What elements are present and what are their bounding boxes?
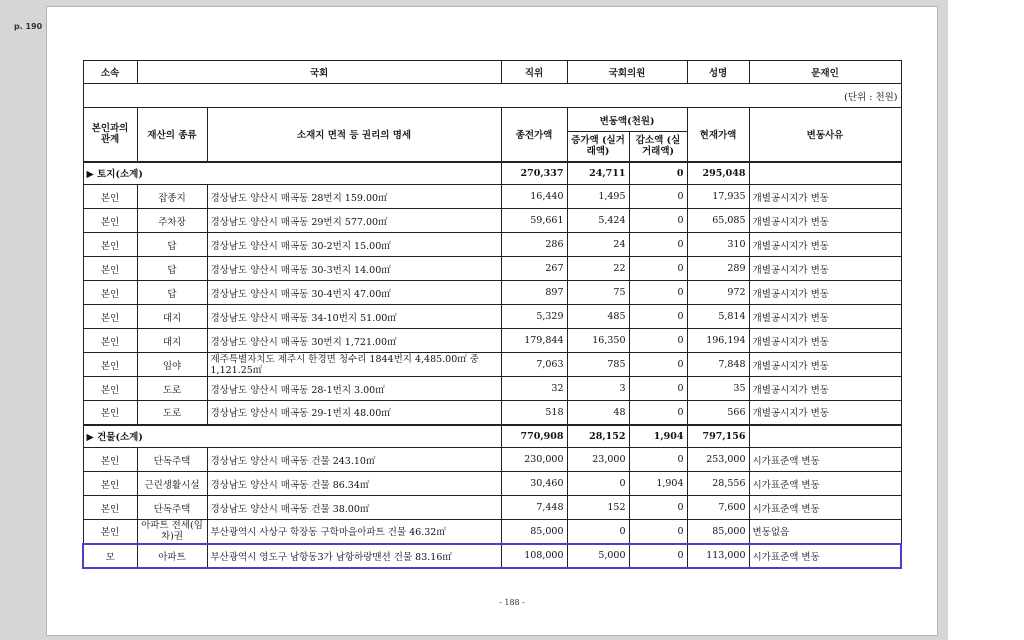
table-row — [83, 257, 901, 281]
table-row — [83, 496, 901, 520]
reason-cell: 개별공시지가 변동 — [749, 185, 901, 209]
increase-cell: 75 — [567, 281, 629, 305]
current-cell: 5,814 — [687, 305, 749, 329]
col-description: 소재지 면적 등 권리의 명세 — [207, 108, 501, 162]
current-cell: 972 — [687, 281, 749, 305]
description-cell: 경상남도 양산시 매곡동 30-3번지 14.00㎡ — [207, 257, 501, 281]
current-cell: 85,000 — [687, 520, 749, 544]
increase-cell: 3 — [567, 377, 629, 401]
decrease-cell: 0 — [629, 377, 687, 401]
subtotal-increase: 28,152 — [567, 425, 629, 448]
relation-cell: 본인 — [83, 305, 137, 329]
description-cell: 경상남도 양산시 매곡동 30-4번지 47.00㎡ — [207, 281, 501, 305]
previous-cell: 30,460 — [501, 472, 567, 496]
reason-cell: 변동없음 — [749, 520, 901, 544]
description-cell: 경상남도 양산시 매곡동 34-10번지 51.00㎡ — [207, 305, 501, 329]
previous-cell: 7,448 — [501, 496, 567, 520]
increase-cell: 152 — [567, 496, 629, 520]
header-row — [83, 61, 901, 84]
position-label: 직위 — [501, 61, 567, 84]
decrease-cell: 0 — [629, 233, 687, 257]
relation-cell: 본인 — [83, 281, 137, 305]
affiliation-label: 소속 — [83, 61, 137, 84]
type-cell: 대지 — [137, 329, 207, 353]
type-cell: 도로 — [137, 401, 207, 425]
previous-cell: 59,661 — [501, 209, 567, 233]
subtotal-decrease: 0 — [629, 162, 687, 185]
description-cell: 경상남도 양산시 매곡동 건물 38.00㎡ — [207, 496, 501, 520]
decrease-cell: 0 — [629, 305, 687, 329]
name-value: 문재인 — [749, 61, 901, 84]
type-cell: 도로 — [137, 377, 207, 401]
decrease-cell: 0 — [629, 281, 687, 305]
position-value: 국회의원 — [567, 61, 687, 84]
reason-cell: 시가표준액 변동 — [749, 448, 901, 472]
table-row — [83, 520, 901, 544]
decrease-cell: 0 — [629, 353, 687, 377]
reason-cell: 개별공시지가 변동 — [749, 233, 901, 257]
relation-cell: 본인 — [83, 377, 137, 401]
reason-cell: 개별공시지가 변동 — [749, 401, 901, 425]
relation-cell: 본인 — [83, 401, 137, 425]
previous-cell: 7,063 — [501, 353, 567, 377]
col-relation: 본인과의 관계 — [83, 108, 137, 162]
table-row — [83, 329, 901, 353]
table-row — [83, 305, 901, 329]
table-row — [83, 185, 901, 209]
decrease-cell: 0 — [629, 544, 687, 568]
current-cell: 7,848 — [687, 353, 749, 377]
reason-cell: 개별공시지가 변동 — [749, 257, 901, 281]
subtotal-current: 797,156 — [687, 425, 749, 448]
decrease-cell: 0 — [629, 329, 687, 353]
type-cell: 대지 — [137, 305, 207, 329]
description-cell: 부산광역시 영도구 남항동3가 남항하랑맨션 건물 83.16㎡ — [207, 544, 501, 568]
current-cell: 7,600 — [687, 496, 749, 520]
name-label: 성명 — [687, 61, 749, 84]
description-cell: 경상남도 양산시 매곡동 29번지 577.00㎡ — [207, 209, 501, 233]
subtotal-previous: 270,337 — [501, 162, 567, 185]
type-cell: 답 — [137, 257, 207, 281]
type-cell: 답 — [137, 233, 207, 257]
section-subtotal-row — [83, 162, 901, 185]
subtotal-increase: 24,711 — [567, 162, 629, 185]
reason-cell: 개별공시지가 변동 — [749, 353, 901, 377]
table-row — [83, 353, 901, 377]
description-cell: 경상남도 양산시 매곡동 30번지 1,721.00㎡ — [207, 329, 501, 353]
reason-cell: 개별공시지가 변동 — [749, 305, 901, 329]
current-cell: 35 — [687, 377, 749, 401]
description-cell: 제주특별자치도 제주시 한경면 청수리 1844번지 4,485.00㎡ 중 1,121.25㎡ — [207, 353, 501, 377]
increase-cell: 485 — [567, 305, 629, 329]
col-decrease: 감소액 (실거래액) — [629, 132, 687, 162]
reason-cell: 개별공시지가 변동 — [749, 209, 901, 233]
relation-cell: 본인 — [83, 520, 137, 544]
reason-cell: 시가표준액 변동 — [749, 472, 901, 496]
decrease-cell: 0 — [629, 209, 687, 233]
previous-cell: 179,844 — [501, 329, 567, 353]
description-cell: 경상남도 양산시 매곡동 29-1번지 48.00㎡ — [207, 401, 501, 425]
increase-cell: 22 — [567, 257, 629, 281]
reason-cell: 개별공시지가 변동 — [749, 281, 901, 305]
table-row — [83, 233, 901, 257]
description-cell: 경상남도 양산시 매곡동 30-2번지 15.00㎡ — [207, 233, 501, 257]
type-cell: 아파트 전세(임차)권 — [137, 520, 207, 544]
current-cell: 113,000 — [687, 544, 749, 568]
previous-cell: 32 — [501, 377, 567, 401]
col-current: 현재가액 — [687, 108, 749, 162]
section-title: ▶ 토지(소계) — [83, 162, 501, 185]
relation-cell: 본인 — [83, 185, 137, 209]
previous-cell: 108,000 — [501, 544, 567, 568]
subtotal-decrease: 1,904 — [629, 425, 687, 448]
relation-cell: 본인 — [83, 472, 137, 496]
col-reason: 변동사유 — [749, 108, 901, 162]
description-cell: 경상남도 양산시 매곡동 건물 243.10㎡ — [207, 448, 501, 472]
reason-cell: 시가표준액 변동 — [749, 496, 901, 520]
increase-cell: 16,350 — [567, 329, 629, 353]
description-cell: 경상남도 양산시 매곡동 28-1번지 3.00㎡ — [207, 377, 501, 401]
section-subtotal-row — [83, 425, 901, 448]
type-cell: 아파트 — [137, 544, 207, 568]
increase-cell: 23,000 — [567, 448, 629, 472]
section-title: ▶ 건물(소계) — [83, 425, 501, 448]
decrease-cell: 0 — [629, 401, 687, 425]
relation-cell: 본인 — [83, 329, 137, 353]
description-cell: 경상남도 양산시 매곡동 28번지 159.00㎡ — [207, 185, 501, 209]
relation-cell: 본인 — [83, 233, 137, 257]
col-property-type: 재산의 종류 — [137, 108, 207, 162]
description-cell: 경상남도 양산시 매곡동 건물 86.34㎡ — [207, 472, 501, 496]
affiliation-value: 국회 — [137, 61, 501, 84]
current-cell: 566 — [687, 401, 749, 425]
subtotal-reason — [749, 162, 901, 185]
type-cell: 단독주택 — [137, 496, 207, 520]
previous-cell: 897 — [501, 281, 567, 305]
increase-cell: 5,424 — [567, 209, 629, 233]
previous-cell: 85,000 — [501, 520, 567, 544]
relation-cell: 모 — [83, 544, 137, 568]
table-row — [83, 401, 901, 425]
decrease-cell: 0 — [629, 496, 687, 520]
relation-cell: 본인 — [83, 353, 137, 377]
description-cell: 부산광역시 사상구 학장동 구학마을아파트 건물 46.32㎡ — [207, 520, 501, 544]
table-row — [83, 448, 901, 472]
previous-cell: 230,000 — [501, 448, 567, 472]
increase-cell: 0 — [567, 472, 629, 496]
type-cell: 단독주택 — [137, 448, 207, 472]
previous-cell: 267 — [501, 257, 567, 281]
relation-cell: 본인 — [83, 209, 137, 233]
reason-cell: 개별공시지가 변동 — [749, 377, 901, 401]
type-cell: 답 — [137, 281, 207, 305]
increase-cell: 24 — [567, 233, 629, 257]
viewer-margin — [948, 0, 1024, 640]
previous-cell: 286 — [501, 233, 567, 257]
increase-cell: 5,000 — [567, 544, 629, 568]
col-previous: 종전가액 — [501, 108, 567, 162]
reason-cell: 개별공시지가 변동 — [749, 329, 901, 353]
unit-note: (단위 : 천원) — [83, 84, 901, 108]
previous-cell: 5,329 — [501, 305, 567, 329]
asset-disclosure-table — [82, 60, 902, 569]
subtotal-current: 295,048 — [687, 162, 749, 185]
reason-cell: 시가표준액 변동 — [749, 544, 901, 568]
type-cell: 주차장 — [137, 209, 207, 233]
previous-cell: 518 — [501, 401, 567, 425]
current-cell: 28,556 — [687, 472, 749, 496]
subtotal-reason — [749, 425, 901, 448]
page-number: - 188 - — [499, 598, 525, 607]
page-reference: p. 190 — [14, 22, 43, 31]
decrease-cell: 0 — [629, 448, 687, 472]
relation-cell: 본인 — [83, 496, 137, 520]
current-cell: 253,000 — [687, 448, 749, 472]
current-cell: 17,935 — [687, 185, 749, 209]
subtotal-previous: 770,908 — [501, 425, 567, 448]
type-cell: 임야 — [137, 353, 207, 377]
col-change-group: 변동액(천원) — [567, 108, 687, 132]
col-increase: 증가액 (실거래액) — [567, 132, 629, 162]
decrease-cell: 1,904 — [629, 472, 687, 496]
increase-cell: 48 — [567, 401, 629, 425]
decrease-cell: 0 — [629, 520, 687, 544]
current-cell: 289 — [687, 257, 749, 281]
relation-cell: 본인 — [83, 257, 137, 281]
column-header-row — [83, 108, 901, 132]
current-cell: 65,085 — [687, 209, 749, 233]
relation-cell: 본인 — [83, 448, 137, 472]
decrease-cell: 0 — [629, 257, 687, 281]
table-row — [83, 472, 901, 496]
table-row — [83, 209, 901, 233]
decrease-cell: 0 — [629, 185, 687, 209]
type-cell: 잡종지 — [137, 185, 207, 209]
current-cell: 310 — [687, 233, 749, 257]
table-row — [83, 281, 901, 305]
increase-cell: 0 — [567, 520, 629, 544]
increase-cell: 785 — [567, 353, 629, 377]
table-row — [83, 377, 901, 401]
type-cell: 근린생활시설 — [137, 472, 207, 496]
current-cell: 196,194 — [687, 329, 749, 353]
unit-row — [83, 84, 901, 108]
table-row — [83, 544, 901, 568]
previous-cell: 16,440 — [501, 185, 567, 209]
increase-cell: 1,495 — [567, 185, 629, 209]
